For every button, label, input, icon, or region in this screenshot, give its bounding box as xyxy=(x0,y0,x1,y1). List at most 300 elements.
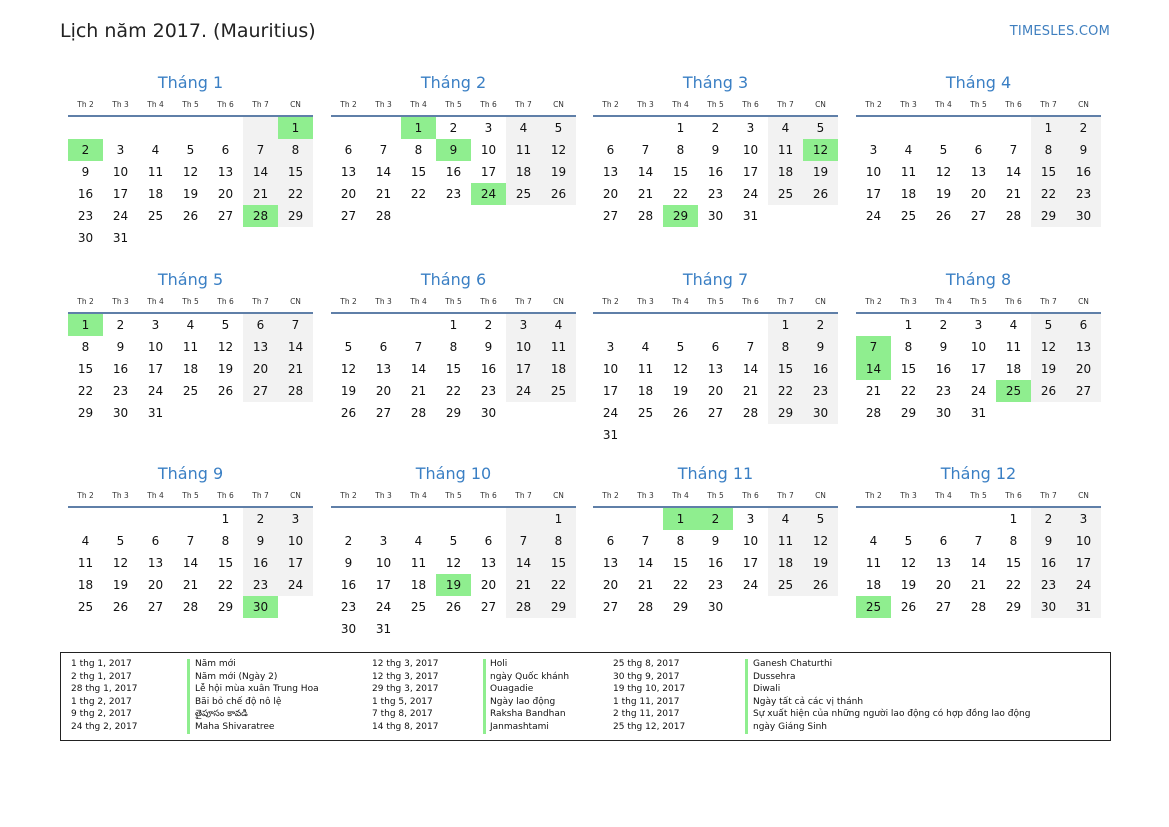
day-cell: 11 xyxy=(768,139,803,161)
legend-date: 19 thg 10, 2017 xyxy=(613,684,686,695)
day-cell: 27 xyxy=(935,600,952,614)
day-grid xyxy=(68,117,313,249)
day-cell: 1 xyxy=(676,121,685,135)
month-block xyxy=(856,464,1101,618)
day-cell: 25 xyxy=(768,574,803,596)
day-cell: 3 xyxy=(278,508,313,530)
empty-cell xyxy=(698,314,733,336)
day-cell: 2 xyxy=(1066,117,1101,139)
empty-cell xyxy=(436,508,471,530)
day-cell: 24 xyxy=(375,600,392,614)
day-cell: 27 xyxy=(1066,380,1101,402)
weekday-label: Th 2 xyxy=(865,491,882,500)
day-cell: 3 xyxy=(151,318,160,332)
day-cell: 1 xyxy=(449,318,458,332)
day-cell: 2 xyxy=(698,508,733,530)
day-cell: 21 xyxy=(410,384,427,398)
day-cell: 29 xyxy=(663,205,698,227)
day-cell: 10 xyxy=(480,143,497,157)
legend-holiday-name: Diwali xyxy=(753,684,781,695)
day-cell: 17 xyxy=(278,552,313,574)
day-cell: 12 xyxy=(935,165,952,179)
day-cell: 6 xyxy=(221,143,230,157)
legend-holiday-name: Janmashtami xyxy=(490,721,549,732)
legend-holiday-name: ngày Giáng Sinh xyxy=(753,721,828,732)
legend-marker-bar xyxy=(187,659,190,734)
day-cell: 11 xyxy=(182,340,199,354)
empty-cell xyxy=(436,618,471,640)
month-title: Tháng 10 xyxy=(415,464,492,483)
weekday-label: Th 5 xyxy=(970,491,987,500)
day-cell: 19 xyxy=(340,384,357,398)
day-cell: 18 xyxy=(768,161,803,183)
day-cell: 14 xyxy=(375,165,392,179)
day-cell: 11 xyxy=(410,556,427,570)
empty-cell xyxy=(366,117,401,139)
day-cell: 28 xyxy=(410,406,427,420)
weekday-label: Th 5 xyxy=(707,297,724,306)
month-title: Tháng 4 xyxy=(945,73,1012,92)
empty-cell xyxy=(733,424,768,446)
day-cell: 15 xyxy=(768,358,803,380)
day-cell: 28 xyxy=(506,596,541,618)
weekday-label: CN xyxy=(1078,491,1089,500)
empty-cell xyxy=(803,596,838,618)
weekday-header xyxy=(856,491,1101,505)
day-cell: 25 xyxy=(541,380,576,402)
day-cell: 22 xyxy=(278,183,313,205)
day-cell: 18 xyxy=(182,362,199,376)
day-cell: 1 xyxy=(904,318,913,332)
day-cell: 7 xyxy=(641,534,650,548)
day-cell: 1 xyxy=(278,117,313,139)
day-cell: 4 xyxy=(768,117,803,139)
day-cell: 9 xyxy=(81,165,90,179)
legend-marker-bar xyxy=(483,659,486,734)
day-cell: 6 xyxy=(484,534,493,548)
weekday-label: Th 3 xyxy=(900,100,917,109)
day-grid xyxy=(593,508,838,618)
day-cell: 27 xyxy=(147,600,164,614)
month-block xyxy=(593,73,838,227)
weekday-label: Th 6 xyxy=(480,100,497,109)
day-cell: 14 xyxy=(856,358,891,380)
weekday-header xyxy=(331,491,576,505)
day-cell: 8 xyxy=(904,340,913,354)
day-cell: 16 xyxy=(445,165,462,179)
day-cell: 30 xyxy=(803,402,838,424)
weekday-label: CN xyxy=(815,100,826,109)
empty-cell xyxy=(541,205,576,227)
legend-holiday-name: Ngày lao động xyxy=(490,696,556,707)
weekday-label: Th 6 xyxy=(742,100,759,109)
day-cell: 15 xyxy=(900,362,917,376)
day-cell: 17 xyxy=(865,187,882,201)
legend-holiday-name: Năm mới xyxy=(195,659,236,669)
day-cell: 19 xyxy=(182,187,199,201)
legend-holiday-name: Sự xuất hiện của những người lao động có hợp đồng lao động xyxy=(753,709,1031,720)
weekday-label: Th 5 xyxy=(182,491,199,500)
weekday-label: Th 5 xyxy=(182,100,199,109)
day-cell: 8 xyxy=(449,340,458,354)
day-cell: 25 xyxy=(996,380,1031,402)
weekday-header xyxy=(593,100,838,114)
day-cell: 9 xyxy=(1066,139,1101,161)
day-cell: 29 xyxy=(768,402,803,424)
day-cell: 17 xyxy=(112,187,129,201)
empty-cell xyxy=(243,402,278,424)
month-block xyxy=(856,270,1101,424)
day-cell: 26 xyxy=(803,183,838,205)
day-cell: 22 xyxy=(541,574,576,596)
day-cell: 29 xyxy=(541,596,576,618)
day-cell: 19 xyxy=(1031,358,1066,380)
day-cell: 24 xyxy=(865,209,882,223)
day-cell: 22 xyxy=(1005,578,1022,592)
empty-cell xyxy=(278,402,313,424)
day-cell: 31 xyxy=(970,406,987,420)
weekday-label: Th 3 xyxy=(375,100,392,109)
day-cell: 12 xyxy=(672,362,689,376)
weekday-label: Th 3 xyxy=(637,100,654,109)
day-cell: 17 xyxy=(506,358,541,380)
day-cell: 9 xyxy=(243,530,278,552)
weekday-label: CN xyxy=(815,297,826,306)
empty-cell xyxy=(768,596,803,618)
day-cell: 4 xyxy=(506,117,541,139)
day-cell: 7 xyxy=(243,139,278,161)
day-cell: 17 xyxy=(480,165,497,179)
legend-date: 24 thg 2, 2017 xyxy=(71,721,138,732)
month-title: Tháng 9 xyxy=(157,464,224,483)
empty-cell xyxy=(401,618,436,640)
day-cell: 19 xyxy=(112,578,129,592)
day-cell: 5 xyxy=(541,117,576,139)
empty-cell xyxy=(891,117,926,139)
day-cell: 25 xyxy=(182,384,199,398)
day-cell: 7 xyxy=(506,530,541,552)
day-cell: 19 xyxy=(672,384,689,398)
day-cell: 23 xyxy=(480,384,497,398)
weekday-label: Th 4 xyxy=(935,297,952,306)
weekday-label: Th 4 xyxy=(410,491,427,500)
legend-date: 12 thg 3, 2017 xyxy=(372,671,439,682)
weekday-label: Th 7 xyxy=(777,491,794,500)
day-cell: 17 xyxy=(1066,552,1101,574)
weekday-label: Th 2 xyxy=(77,297,94,306)
weekday-label: CN xyxy=(553,100,564,109)
day-cell: 26 xyxy=(182,209,199,223)
day-cell: 6 xyxy=(939,534,948,548)
day-cell: 27 xyxy=(602,209,619,223)
day-cell: 31 xyxy=(742,209,759,223)
legend-date: 28 thg 1, 2017 xyxy=(71,684,138,695)
empty-cell xyxy=(996,402,1031,424)
day-cell: 5 xyxy=(803,508,838,530)
day-cell: 19 xyxy=(541,161,576,183)
day-cell: 11 xyxy=(77,556,94,570)
weekday-label: Th 4 xyxy=(410,297,427,306)
day-grid xyxy=(856,117,1101,227)
month-title: Tháng 11 xyxy=(677,464,754,483)
day-cell: 15 xyxy=(217,556,234,570)
day-cell: 29 xyxy=(445,406,462,420)
day-cell: 21 xyxy=(742,384,759,398)
day-cell: 13 xyxy=(480,556,497,570)
day-cell: 28 xyxy=(865,406,882,420)
day-cell: 14 xyxy=(970,556,987,570)
weekday-label: CN xyxy=(553,491,564,500)
weekday-label: Th 2 xyxy=(865,297,882,306)
day-cell: 25 xyxy=(856,596,891,618)
day-cell: 12 xyxy=(112,556,129,570)
day-cell: 18 xyxy=(1005,362,1022,376)
day-cell: 8 xyxy=(768,336,803,358)
empty-cell xyxy=(506,402,541,424)
legend-dates-col-1 xyxy=(71,658,137,734)
empty-cell xyxy=(471,618,506,640)
day-cell: 26 xyxy=(1031,380,1066,402)
weekday-label: Th 6 xyxy=(1005,100,1022,109)
weekday-label: Th 7 xyxy=(777,297,794,306)
day-cell: 29 xyxy=(672,600,689,614)
day-cell: 27 xyxy=(375,406,392,420)
month-block xyxy=(331,73,576,227)
legend-date: 2 thg 11, 2017 xyxy=(613,709,680,720)
day-cell: 31 xyxy=(375,622,392,636)
empty-cell xyxy=(331,508,366,530)
day-cell: 16 xyxy=(707,165,724,179)
empty-cell xyxy=(138,117,173,139)
day-cell: 19 xyxy=(803,552,838,574)
day-cell: 30 xyxy=(77,231,94,245)
weekday-label: Th 4 xyxy=(935,100,952,109)
month-title: Tháng 2 xyxy=(420,73,487,92)
weekday-label: Th 2 xyxy=(602,491,619,500)
empty-cell xyxy=(926,508,961,530)
legend-date: 9 thg 2, 2017 xyxy=(71,709,132,720)
day-cell: 5 xyxy=(449,534,458,548)
day-cell: 6 xyxy=(606,143,615,157)
empty-cell xyxy=(278,227,313,249)
day-cell: 5 xyxy=(904,534,913,548)
day-cell: 8 xyxy=(676,143,685,157)
empty-cell xyxy=(173,117,208,139)
day-cell: 15 xyxy=(541,552,576,574)
weekday-label: CN xyxy=(1078,297,1089,306)
day-cell: 7 xyxy=(746,340,755,354)
day-cell: 29 xyxy=(1005,600,1022,614)
day-cell: 28 xyxy=(970,600,987,614)
day-cell: 24 xyxy=(742,578,759,592)
day-cell: 14 xyxy=(742,362,759,376)
empty-cell xyxy=(331,314,366,336)
weekday-label: Th 5 xyxy=(445,297,462,306)
day-cell: 22 xyxy=(410,187,427,201)
legend-holiday-name: Dussehra xyxy=(753,671,796,682)
day-cell: 21 xyxy=(506,574,541,596)
legend-holiday-name: Ngày tất cả các vị thánh xyxy=(753,696,864,707)
day-cell: 27 xyxy=(243,380,278,402)
legend-date: 25 thg 8, 2017 xyxy=(613,659,680,669)
weekday-label: Th 6 xyxy=(1005,491,1022,500)
day-cell: 12 xyxy=(340,362,357,376)
weekday-header xyxy=(593,297,838,311)
weekday-label: Th 5 xyxy=(445,100,462,109)
day-cell: 9 xyxy=(484,340,493,354)
day-cell: 9 xyxy=(436,139,471,161)
day-cell: 6 xyxy=(606,534,615,548)
empty-cell xyxy=(243,227,278,249)
day-cell: 12 xyxy=(541,139,576,161)
day-cell: 20 xyxy=(970,187,987,201)
day-cell: 4 xyxy=(641,340,650,354)
empty-cell xyxy=(138,508,173,530)
weekday-label: Th 4 xyxy=(672,297,689,306)
empty-cell xyxy=(208,117,243,139)
weekday-label: Th 6 xyxy=(217,100,234,109)
day-cell: 1 xyxy=(1031,117,1066,139)
day-cell: 3 xyxy=(116,143,125,157)
day-cell: 23 xyxy=(243,574,278,596)
weekday-label: Th 4 xyxy=(147,297,164,306)
day-cell: 16 xyxy=(1031,552,1066,574)
day-grid xyxy=(331,117,576,227)
day-cell: 29 xyxy=(900,406,917,420)
legend-date: 1 thg 5, 2017 xyxy=(372,696,433,707)
day-cell: 30 xyxy=(935,406,952,420)
day-cell: 22 xyxy=(77,384,94,398)
empty-cell xyxy=(628,424,663,446)
day-cell: 27 xyxy=(217,209,234,223)
legend-holiday-name: Năm mới (Ngày 2) xyxy=(195,671,278,682)
legend-names-col-2 xyxy=(490,658,569,734)
legend-holiday-name: Ganesh Chaturthi xyxy=(753,659,833,669)
day-cell: 24 xyxy=(742,187,759,201)
day-cell: 25 xyxy=(900,209,917,223)
day-cell: 4 xyxy=(81,534,90,548)
day-cell: 7 xyxy=(641,143,650,157)
day-cell: 10 xyxy=(865,165,882,179)
day-cell: 8 xyxy=(221,534,230,548)
day-cell: 12 xyxy=(217,340,234,354)
day-grid xyxy=(856,314,1101,424)
day-cell: 13 xyxy=(970,165,987,179)
day-cell: 5 xyxy=(186,143,195,157)
day-cell: 6 xyxy=(1066,314,1101,336)
day-cell: 2 xyxy=(1031,508,1066,530)
day-cell: 24 xyxy=(970,384,987,398)
day-cell: 21 xyxy=(278,358,313,380)
weekday-header xyxy=(593,491,838,505)
weekday-label: Th 5 xyxy=(970,297,987,306)
day-cell: 8 xyxy=(81,340,90,354)
weekday-label: Th 5 xyxy=(970,100,987,109)
day-grid xyxy=(331,314,576,424)
weekday-label: Th 3 xyxy=(375,491,392,500)
day-cell: 20 xyxy=(340,187,357,201)
day-cell: 23 xyxy=(445,187,462,201)
day-cell: 16 xyxy=(935,362,952,376)
day-cell: 13 xyxy=(602,165,619,179)
day-cell: 9 xyxy=(939,340,948,354)
day-cell: 7 xyxy=(414,340,423,354)
day-cell: 17 xyxy=(742,556,759,570)
weekday-header xyxy=(856,297,1101,311)
day-cell: 20 xyxy=(243,358,278,380)
month-block xyxy=(593,270,838,446)
day-cell: 16 xyxy=(707,556,724,570)
day-cell: 25 xyxy=(506,183,541,205)
brand-link[interactable]: TIMESLES.COM xyxy=(1009,24,1110,39)
weekday-label: Th 6 xyxy=(480,297,497,306)
day-cell: 15 xyxy=(672,165,689,179)
empty-cell xyxy=(366,314,401,336)
day-cell: 16 xyxy=(803,358,838,380)
day-cell: 20 xyxy=(707,384,724,398)
day-grid xyxy=(68,314,313,424)
day-cell: 5 xyxy=(803,117,838,139)
day-cell: 23 xyxy=(1031,574,1066,596)
day-cell: 25 xyxy=(410,600,427,614)
month-title: Tháng 8 xyxy=(945,270,1012,289)
day-cell: 4 xyxy=(904,143,913,157)
day-cell: 6 xyxy=(974,143,983,157)
weekday-label: Th 6 xyxy=(217,491,234,500)
day-cell: 3 xyxy=(746,121,755,135)
empty-cell xyxy=(506,618,541,640)
day-cell: 30 xyxy=(1066,205,1101,227)
weekday-label: CN xyxy=(290,491,301,500)
weekday-label: Th 7 xyxy=(515,297,532,306)
day-cell: 14 xyxy=(410,362,427,376)
weekday-label: Th 3 xyxy=(637,491,654,500)
day-cell: 1 xyxy=(541,508,576,530)
day-cell: 24 xyxy=(506,380,541,402)
day-cell: 4 xyxy=(768,508,803,530)
day-cell: 27 xyxy=(602,600,619,614)
day-cell: 3 xyxy=(379,534,388,548)
day-cell: 5 xyxy=(344,340,353,354)
day-cell: 2 xyxy=(68,139,103,161)
day-cell: 3 xyxy=(746,512,755,526)
day-cell: 8 xyxy=(676,534,685,548)
legend-holiday-name: Lễ hội mùa xuân Trung Hoa xyxy=(195,684,319,695)
weekday-label: Th 6 xyxy=(480,491,497,500)
day-cell: 12 xyxy=(900,556,917,570)
day-cell: 22 xyxy=(1031,183,1066,205)
weekday-label: CN xyxy=(1078,100,1089,109)
empty-cell xyxy=(471,508,506,530)
month-block xyxy=(68,73,313,249)
empty-cell xyxy=(856,117,891,139)
day-cell: 23 xyxy=(707,187,724,201)
legend-date: 25 thg 12, 2017 xyxy=(613,721,686,732)
empty-cell xyxy=(593,314,628,336)
day-cell: 5 xyxy=(676,340,685,354)
day-cell: 14 xyxy=(506,552,541,574)
day-cell: 16 xyxy=(243,552,278,574)
weekday-label: Th 4 xyxy=(672,491,689,500)
weekday-label: CN xyxy=(815,491,826,500)
weekday-label: Th 7 xyxy=(1040,100,1057,109)
day-cell: 18 xyxy=(900,187,917,201)
day-cell: 15 xyxy=(1005,556,1022,570)
day-cell: 11 xyxy=(900,165,917,179)
weekday-label: Th 3 xyxy=(112,100,129,109)
day-cell: 21 xyxy=(1005,187,1022,201)
day-cell: 28 xyxy=(243,205,278,227)
